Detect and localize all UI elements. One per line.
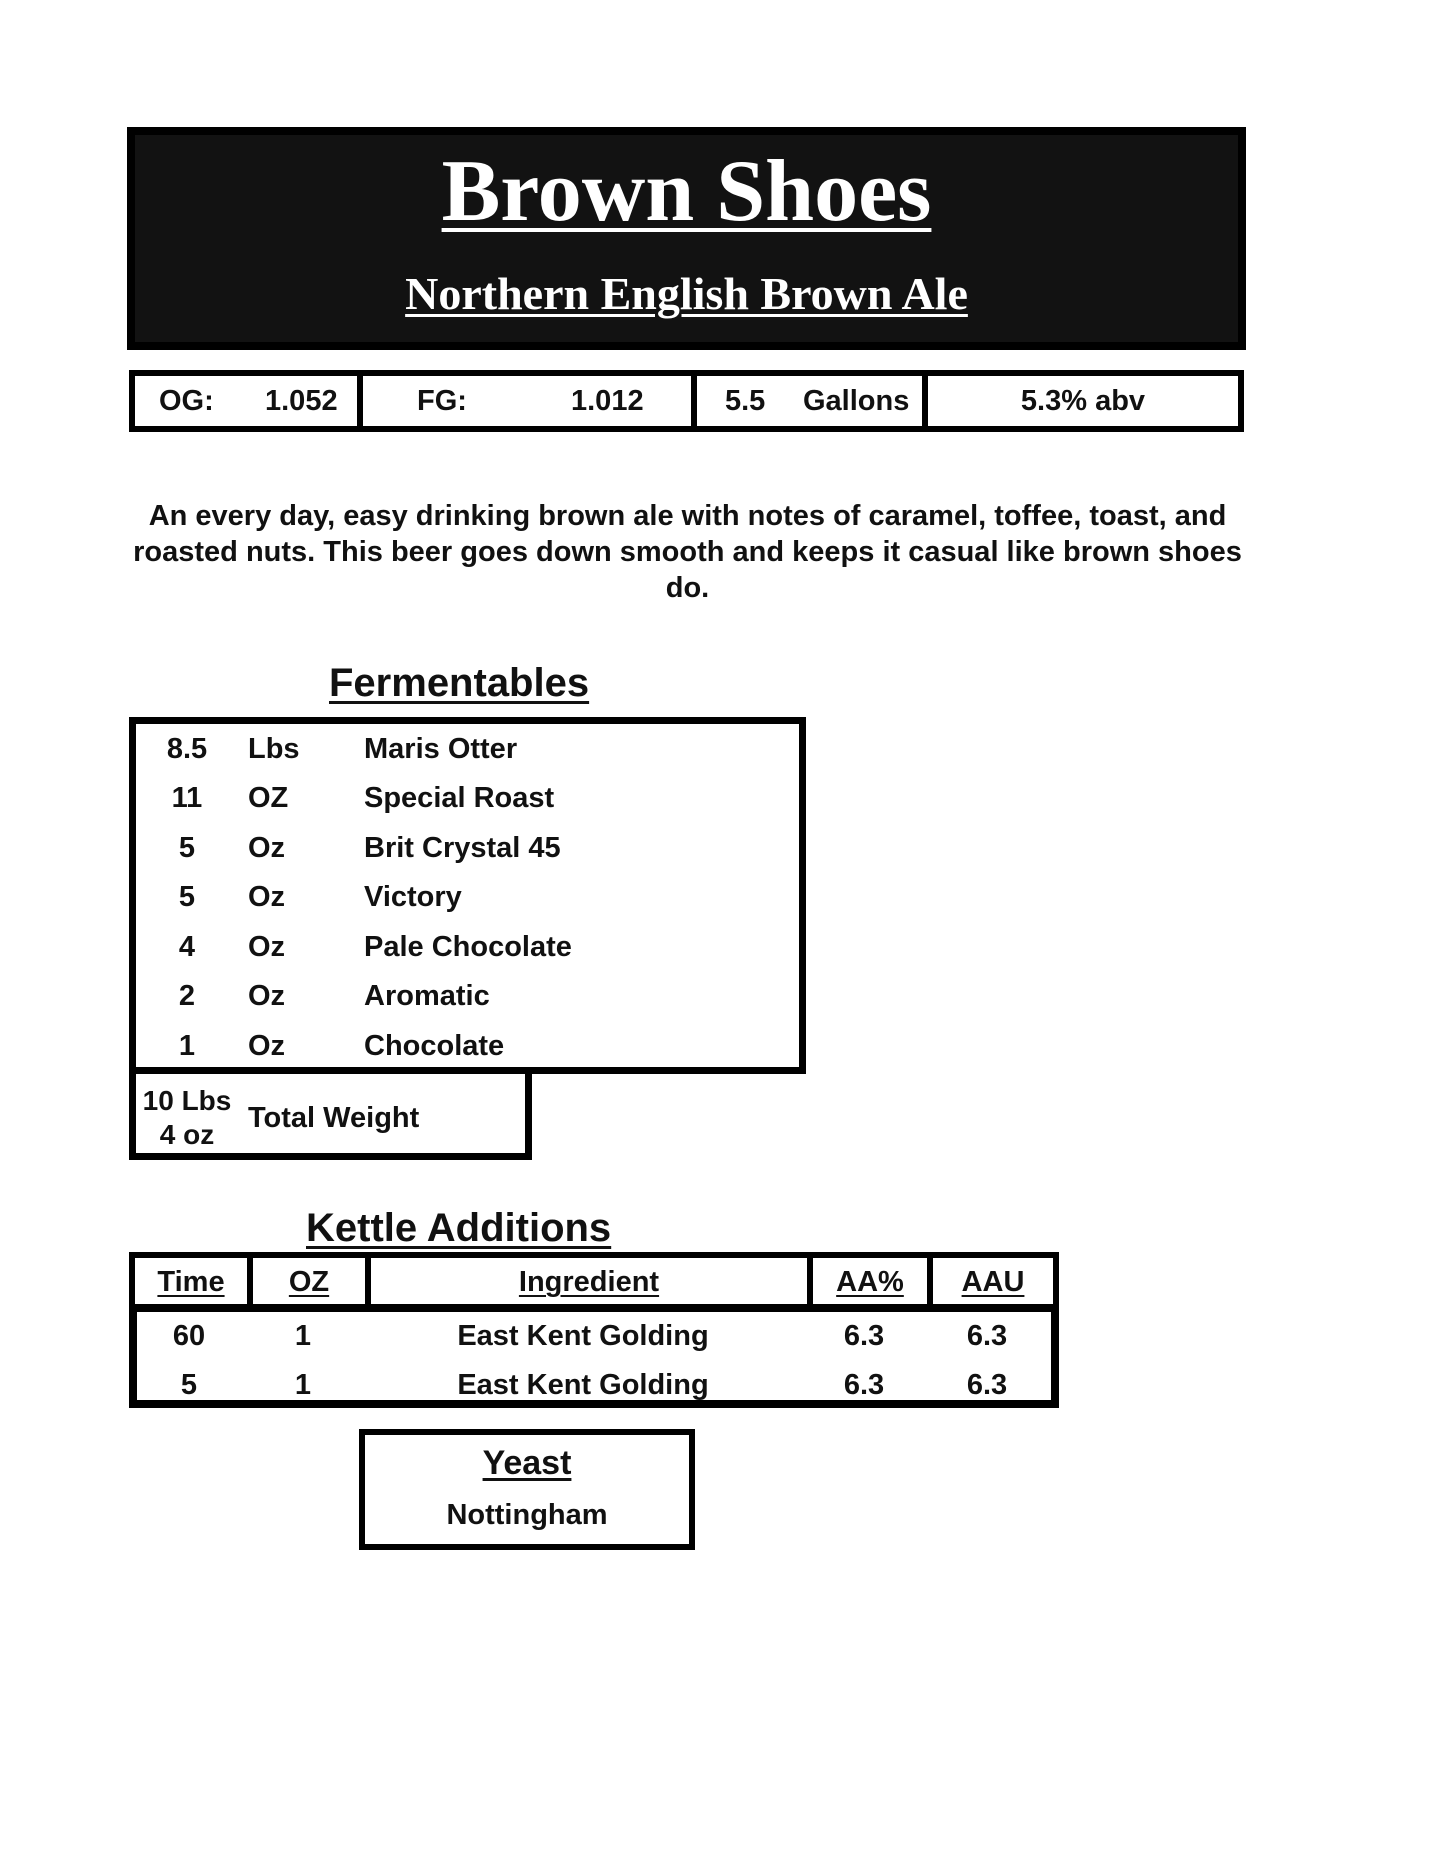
fermentable-unit: Oz: [248, 980, 286, 1012]
cell-time: 60: [172, 1320, 206, 1352]
fermentable-unit: Oz: [248, 931, 286, 963]
cell-time: 5: [180, 1369, 198, 1401]
kettle-additions-table: [129, 1304, 1059, 1408]
fermentable-unit: Lbs: [248, 733, 300, 765]
fermentable-row: [136, 922, 799, 972]
total-weight-amount: [136, 1084, 238, 1152]
abv-value: 5.3% abv: [1020, 385, 1146, 417]
cell-aa: 6.3: [843, 1369, 885, 1401]
fermentable-amount: 1: [178, 1030, 196, 1062]
fermentable-amount: 8.5: [166, 733, 208, 765]
recipe-title: Brown Shoes: [441, 143, 932, 240]
fermentable-unit: Oz: [248, 881, 286, 913]
kettle-additions-heading: Kettle Additions: [306, 1206, 612, 1250]
column-header-aa: AA%: [836, 1266, 904, 1298]
fermentable-amount: 5: [178, 832, 196, 864]
fermentable-amount: 2: [178, 980, 196, 1012]
volume-unit: Gallons: [803, 385, 910, 417]
fermentable-row: [136, 872, 799, 922]
stats-divider: [691, 376, 697, 426]
yeast-heading: Yeast: [482, 1444, 572, 1482]
column-header-oz: OZ: [288, 1266, 330, 1298]
fermentable-name: Maris Otter: [364, 733, 518, 765]
cell-oz: 1: [294, 1320, 312, 1352]
fermentable-unit: Oz: [248, 832, 286, 864]
total-weight-line: 4 oz: [159, 1119, 215, 1150]
fermentable-unit: Oz: [248, 1030, 286, 1062]
column-header-ingredient: Ingredient: [518, 1266, 660, 1298]
fermentable-row: [136, 773, 799, 823]
total-weight-box: [129, 1067, 532, 1160]
fg-value: 1.012: [571, 385, 644, 417]
total-weight-line: 10 Lbs: [142, 1085, 232, 1116]
fermentable-row: [136, 724, 799, 774]
fermentable-unit: OZ: [248, 782, 289, 814]
recipe-description: An every day, easy drinking brown ale with notes of caramel, toffee, toast, and roasted nuts. This beer goes down smooth and keeps it casual like brown shoes do.: [133, 500, 1242, 604]
cell-aa: 6.3: [843, 1320, 885, 1352]
cell-oz: 1: [294, 1369, 312, 1401]
fermentable-amount: 4: [178, 931, 196, 963]
fermentable-name: Victory: [364, 881, 462, 913]
stats-divider: [357, 376, 363, 426]
fermentables-heading: Fermentables: [329, 661, 590, 705]
fermentable-amount: 5: [178, 881, 196, 913]
beer-style: Northern English Brown Ale: [405, 268, 968, 319]
volume-value: 5.5: [725, 385, 766, 417]
cell-aau: 6.3: [966, 1369, 1008, 1401]
og-value: 1.052: [265, 385, 338, 417]
column-header-time: Time: [157, 1266, 225, 1298]
cell-aau: 6.3: [966, 1320, 1008, 1352]
fermentable-name: Pale Chocolate: [364, 931, 572, 963]
fermentable-name: Brit Crystal 45: [364, 832, 561, 864]
cell-ingredient: East Kent Golding: [457, 1320, 709, 1352]
yeast-name: Nottingham: [446, 1499, 608, 1531]
table-row: [137, 1312, 1051, 1360]
fermentable-name: Chocolate: [364, 1030, 505, 1062]
fermentable-row: [136, 1021, 799, 1071]
fermentable-name: Special Roast: [364, 782, 555, 814]
table-row: [137, 1361, 1051, 1409]
fermentable-name: Aromatic: [364, 980, 490, 1012]
fg-label: FG:: [417, 385, 467, 417]
fermentables-table: [129, 717, 806, 1074]
fermentable-row: [136, 971, 799, 1021]
yeast-box: [359, 1429, 695, 1550]
column-header-aau: AAU: [961, 1266, 1025, 1298]
kettle-header-row: [129, 1252, 1059, 1308]
fermentable-amount: 11: [171, 782, 203, 814]
total-weight-label: Total Weight: [248, 1102, 420, 1134]
stats-bar: [129, 370, 1244, 432]
cell-ingredient: East Kent Golding: [457, 1369, 709, 1401]
og-label: OG:: [159, 385, 214, 417]
fermentable-row: [136, 823, 799, 873]
